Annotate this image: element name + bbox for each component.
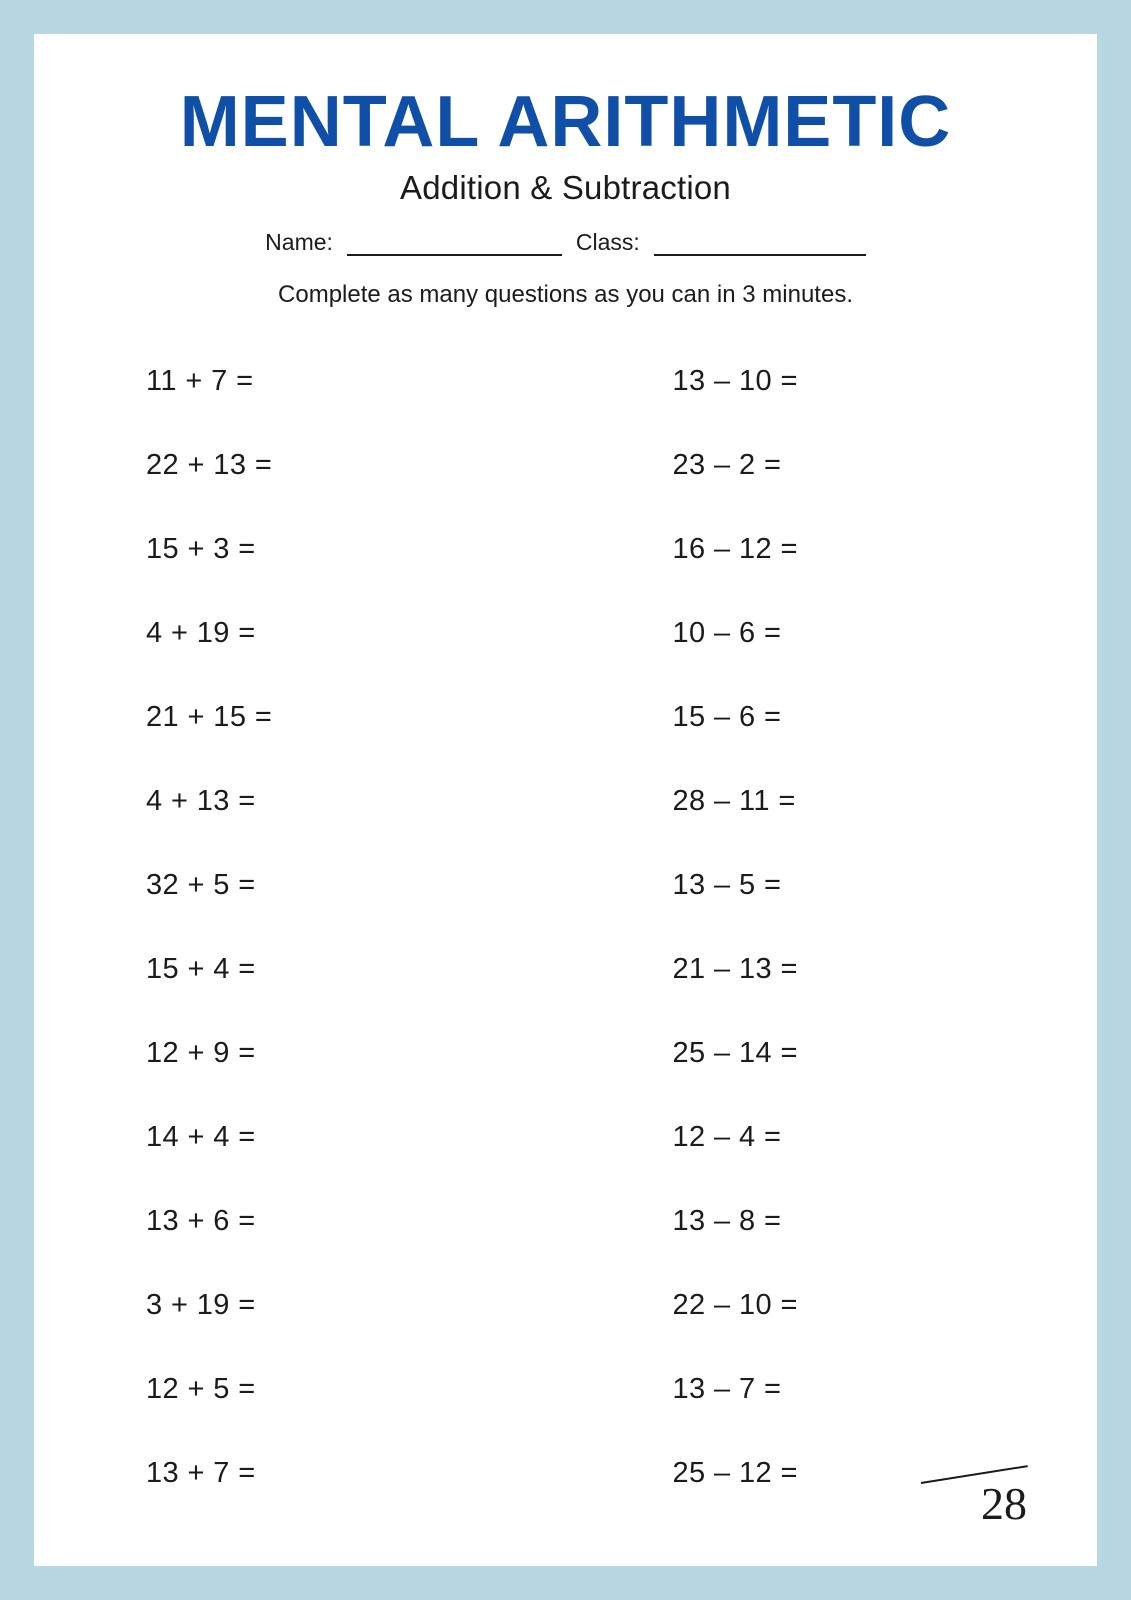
question-item: 15 – 6 = bbox=[672, 701, 782, 734]
question-item: 15 + 3 = bbox=[146, 533, 256, 566]
question-item: 4 + 19 = bbox=[146, 617, 256, 650]
class-label: Class: bbox=[575, 229, 640, 256]
student-info-row bbox=[94, 229, 1037, 256]
question-item: 14 + 4 = bbox=[146, 1121, 256, 1154]
question-item: 28 – 11 = bbox=[672, 785, 796, 818]
question-item: 23 – 2 = bbox=[672, 449, 782, 482]
question-item: 32 + 5 = bbox=[146, 869, 256, 902]
question-item: 22 + 13 = bbox=[146, 449, 273, 482]
question-item: 21 – 13 = bbox=[672, 953, 798, 986]
question-item: 12 + 5 = bbox=[146, 1373, 256, 1406]
page-subtitle: Addition & Subtraction bbox=[400, 169, 731, 207]
question-item: 11 + 7 = bbox=[146, 365, 254, 398]
question-item: 12 – 4 = bbox=[672, 1121, 782, 1154]
question-item: 3 + 19 = bbox=[146, 1289, 256, 1322]
question-item: 4 + 13 = bbox=[146, 785, 256, 818]
question-item: 13 – 7 = bbox=[672, 1373, 782, 1406]
instruction-text: Complete as many questions as you can in 3 minutes. bbox=[278, 281, 853, 309]
question-item: 25 – 12 = bbox=[672, 1457, 798, 1490]
subtraction-column bbox=[577, 339, 1008, 1515]
question-item: 22 – 10 = bbox=[672, 1289, 798, 1322]
question-item: 12 + 9 = bbox=[146, 1037, 256, 1070]
question-item: 16 – 12 = bbox=[672, 533, 798, 566]
question-item: 10 – 6 = bbox=[672, 617, 782, 650]
question-item: 13 + 6 = bbox=[146, 1205, 256, 1238]
page-number-value: 28 bbox=[981, 1478, 1027, 1529]
class-field[interactable] bbox=[654, 236, 866, 256]
question-item: 15 + 4 = bbox=[146, 953, 256, 986]
name-field[interactable] bbox=[347, 236, 562, 256]
question-item: 13 + 7 = bbox=[146, 1457, 256, 1490]
name-label: Name: bbox=[265, 229, 333, 256]
addition-column bbox=[146, 339, 577, 1515]
worksheet-sheet bbox=[34, 34, 1097, 1566]
question-item: 13 – 5 = bbox=[672, 869, 782, 902]
question-item: 25 – 14 = bbox=[672, 1037, 798, 1070]
question-item: 13 – 10 = bbox=[672, 365, 798, 398]
questions-area bbox=[94, 339, 1037, 1515]
question-item: 13 – 8 = bbox=[672, 1205, 782, 1238]
question-item: 21 + 15 = bbox=[146, 701, 273, 734]
page-number bbox=[915, 1444, 1035, 1530]
page-title: MENTAL ARITHMETIC bbox=[179, 82, 952, 162]
